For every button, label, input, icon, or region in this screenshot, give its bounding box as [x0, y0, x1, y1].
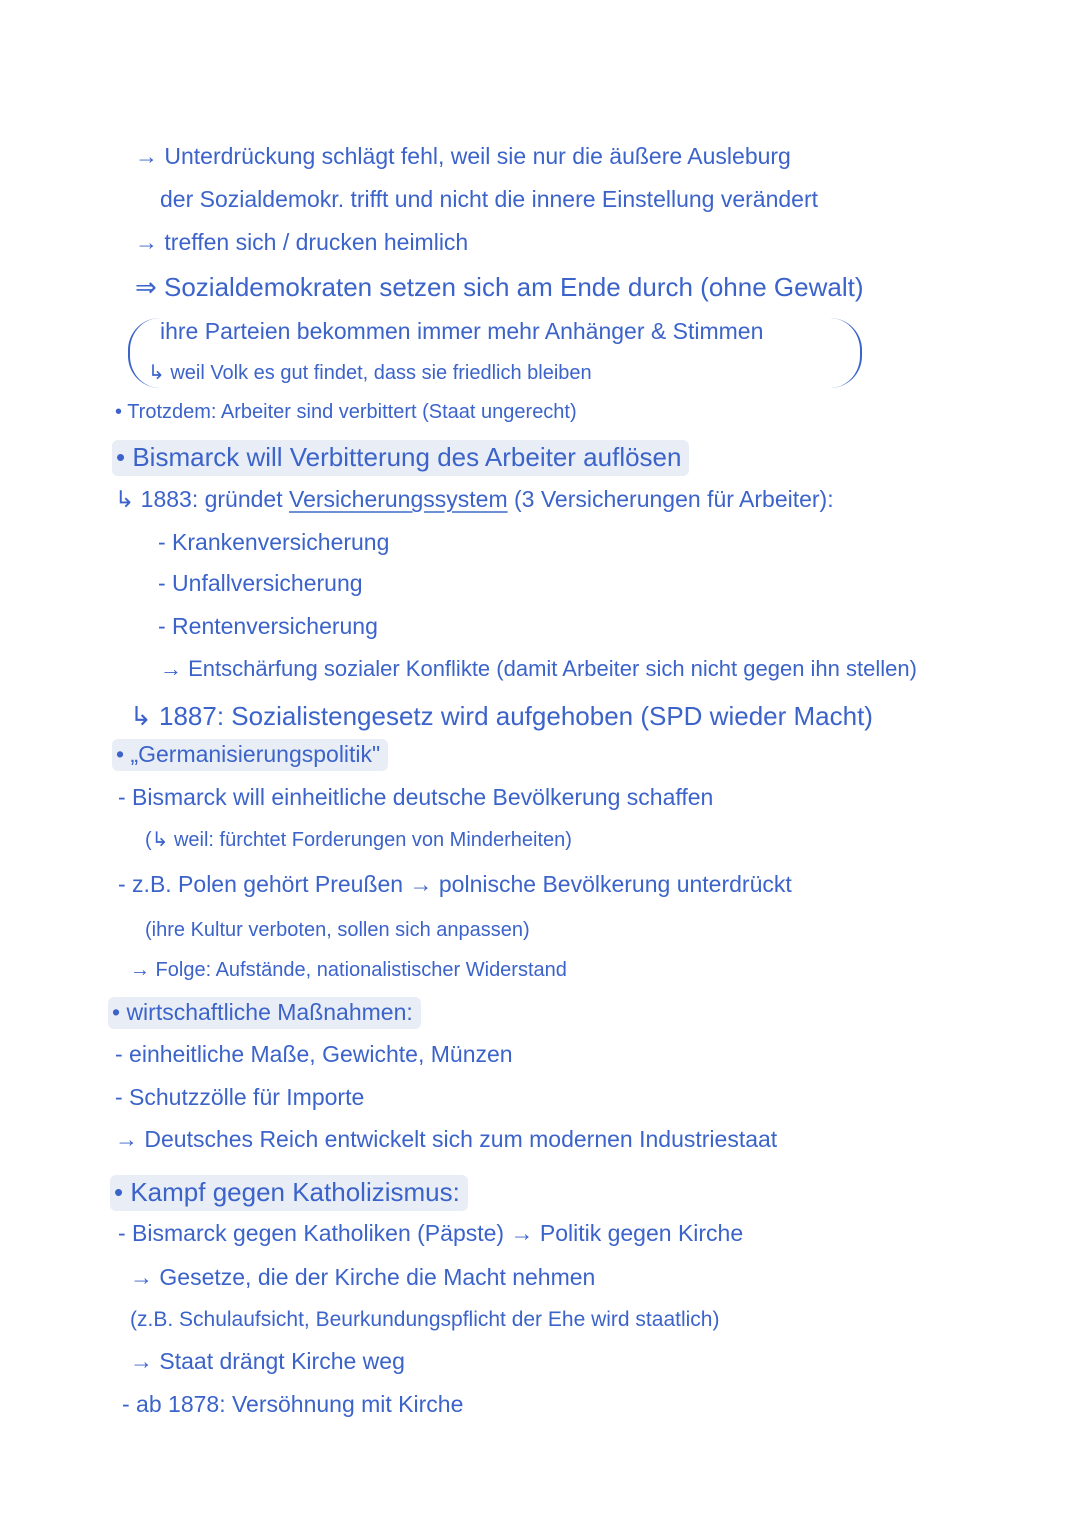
- note-line: → Deutsches Reich entwickelt sich zum modernen Industriestaat: [115, 1126, 778, 1152]
- note-line: → Unterdrückung schlägt fehl, weil sie nur die äußere Ausleburg: [135, 143, 791, 169]
- section-heading: [112, 444, 689, 470]
- note-line: (↳ weil: fürchtet Forderungen von Minderheiten): [145, 829, 572, 851]
- note-line: ↳ weil Volk es gut findet, dass sie friedlich bleiben: [148, 362, 592, 384]
- list-item: - Unfallversicherung: [158, 570, 363, 596]
- list-item: - Rentenversicherung: [158, 613, 378, 639]
- note-line: [115, 488, 834, 511]
- note-line: → Gesetze, die der Kirche die Macht nehmen: [130, 1264, 596, 1290]
- line-suffix: (3 Versicherungen für Arbeiter):: [507, 486, 834, 512]
- list-item: - Krankenversicherung: [158, 529, 390, 555]
- list-item: - einheitliche Maße, Gewichte, Münzen: [115, 1041, 513, 1067]
- note-line: ↳ 1887: Sozialistengesetz wird aufgehoben (SPD wieder Macht): [130, 701, 873, 731]
- note-line: (z.B. Schulaufsicht, Beurkundungspflicht der Ehe wird staatlich): [130, 1308, 720, 1331]
- note-line: → Folge: Aufstände, nationalistischer Widerstand: [130, 959, 567, 981]
- highlighted-heading: • Kampf gegen Katholizismus:: [110, 1175, 468, 1211]
- highlighted-heading: • „Germanisierungspolitik": [112, 739, 388, 771]
- close-parenthesis: [830, 318, 862, 388]
- list-item: - Schutzzölle für Importe: [115, 1084, 365, 1110]
- line-prefix: ↳ 1883: gründet: [115, 486, 290, 512]
- note-line: - ab 1878: Versöhnung mit Kirche: [122, 1391, 464, 1417]
- section-heading: [108, 1001, 421, 1024]
- section-heading: [112, 743, 388, 766]
- note-line: - Bismarck will einheitliche deutsche Bevölkerung schaffen: [118, 784, 714, 810]
- note-line: ihre Parteien bekommen immer mehr Anhänger & Stimmen: [160, 318, 764, 344]
- note-line: • Trotzdem: Arbeiter sind verbittert (Staat ungerecht): [115, 401, 577, 423]
- note-line: der Sozialdemokr. trifft und nicht die innere Einstellung verändert: [160, 186, 819, 212]
- highlighted-heading: • Bismarck will Verbitterung des Arbeiter auflösen: [112, 440, 689, 476]
- note-line: ⇒ Sozialdemokraten setzen sich am Ende durch (ohne Gewalt): [135, 272, 864, 302]
- section-heading: [110, 1179, 468, 1205]
- underlined-term: Versicherungssystem: [289, 486, 508, 512]
- highlighted-heading: • wirtschaftliche Maßnahmen:: [108, 997, 421, 1029]
- note-line: (ihre Kultur verboten, sollen sich anpassen): [145, 919, 530, 941]
- note-line: - Bismarck gegen Katholiken (Päpste) → Politik gegen Kirche: [118, 1220, 744, 1246]
- note-line: → treffen sich / drucken heimlich: [135, 229, 469, 255]
- note-line: - z.B. Polen gehört Preußen → polnische Bevölkerung unterdrückt: [118, 871, 792, 897]
- note-line: → Staat drängt Kirche weg: [130, 1348, 405, 1374]
- note-line: → Entschärfung sozialer Konflikte (damit Arbeiter sich nicht gegen ihn stellen): [160, 656, 917, 681]
